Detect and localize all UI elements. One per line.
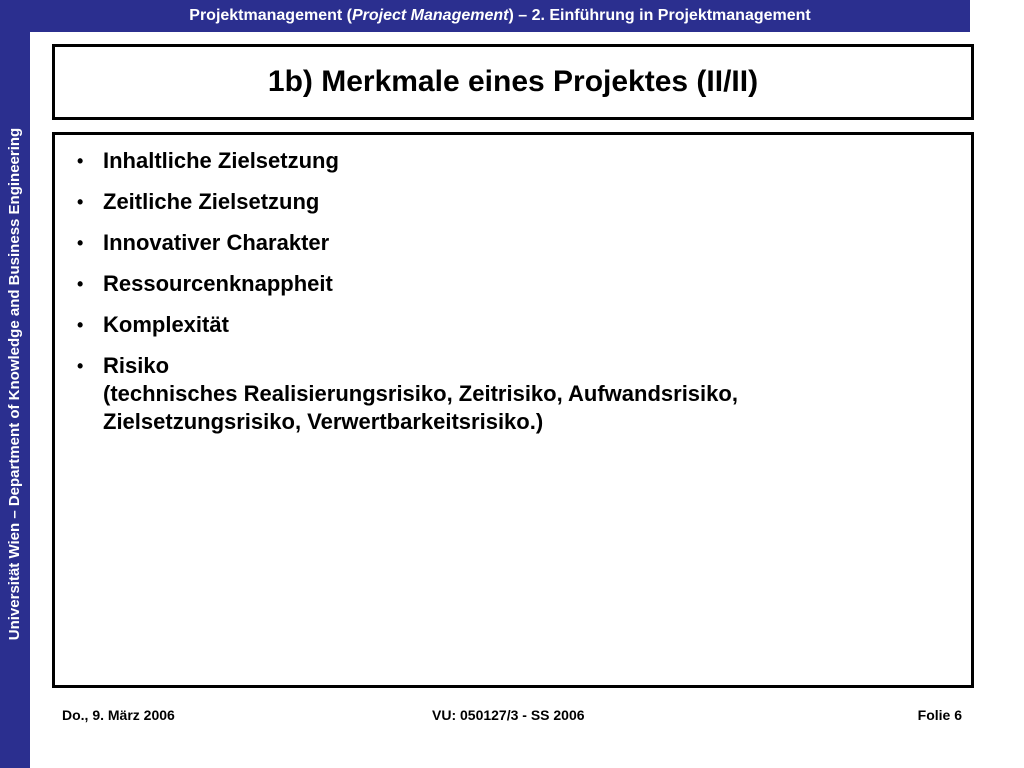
bullet-text: Innovativer Charakter <box>103 230 330 255</box>
slide-title: 1b) Merkmale eines Projektes (II/II) <box>267 65 759 98</box>
bullet-list <box>75 147 951 449</box>
header-italic: Project Management <box>351 7 509 24</box>
bullet-item <box>75 188 951 216</box>
risk-detail-line-2: Zielsetzungsrisiko, Verwertbarkeitsrisiko.) <box>103 409 544 434</box>
bullet-text: Ressourcenknappheit <box>103 271 333 296</box>
bullet-dot: • <box>77 356 84 376</box>
bullet-dot: • <box>77 192 84 212</box>
bullet-dot: • <box>77 274 84 294</box>
bullet-item <box>75 311 951 339</box>
bullet-text: Zeitliche Zielsetzung <box>103 189 320 214</box>
bullet-item <box>75 229 951 257</box>
bullet-dot: • <box>77 233 84 253</box>
bullet-item <box>75 270 951 298</box>
bullet-dot: • <box>77 151 84 171</box>
side-bar <box>0 0 30 768</box>
content-box <box>52 132 974 688</box>
header-bar <box>30 0 970 32</box>
bullet-text: Inhaltliche Zielsetzung <box>103 148 339 173</box>
bullet-text: Komplexität <box>103 312 229 337</box>
footer-date: Do., 9. März 2006 <box>62 707 175 723</box>
bullet-item <box>75 352 951 436</box>
footer-slide-number: Folie 6 <box>917 707 962 723</box>
bullet-dot: • <box>77 315 84 335</box>
footer-course: VU: 050127/3 - SS 2006 <box>432 707 585 723</box>
header-prefix: Projektmanagement ( <box>189 7 352 24</box>
risk-detail-line-1: (technisches Realisierungsrisiko, Zeitrisiko, Aufwandsrisiko, <box>103 381 738 406</box>
sidebar-institution-text: Universität Wien – Department of Knowledge and Business Engineering <box>6 127 23 641</box>
header-suffix: ) – 2. Einführung in Projektmanagement <box>508 7 811 24</box>
bullet-text: Risiko <box>103 353 170 378</box>
bullet-item <box>75 147 951 175</box>
title-box <box>52 44 974 120</box>
